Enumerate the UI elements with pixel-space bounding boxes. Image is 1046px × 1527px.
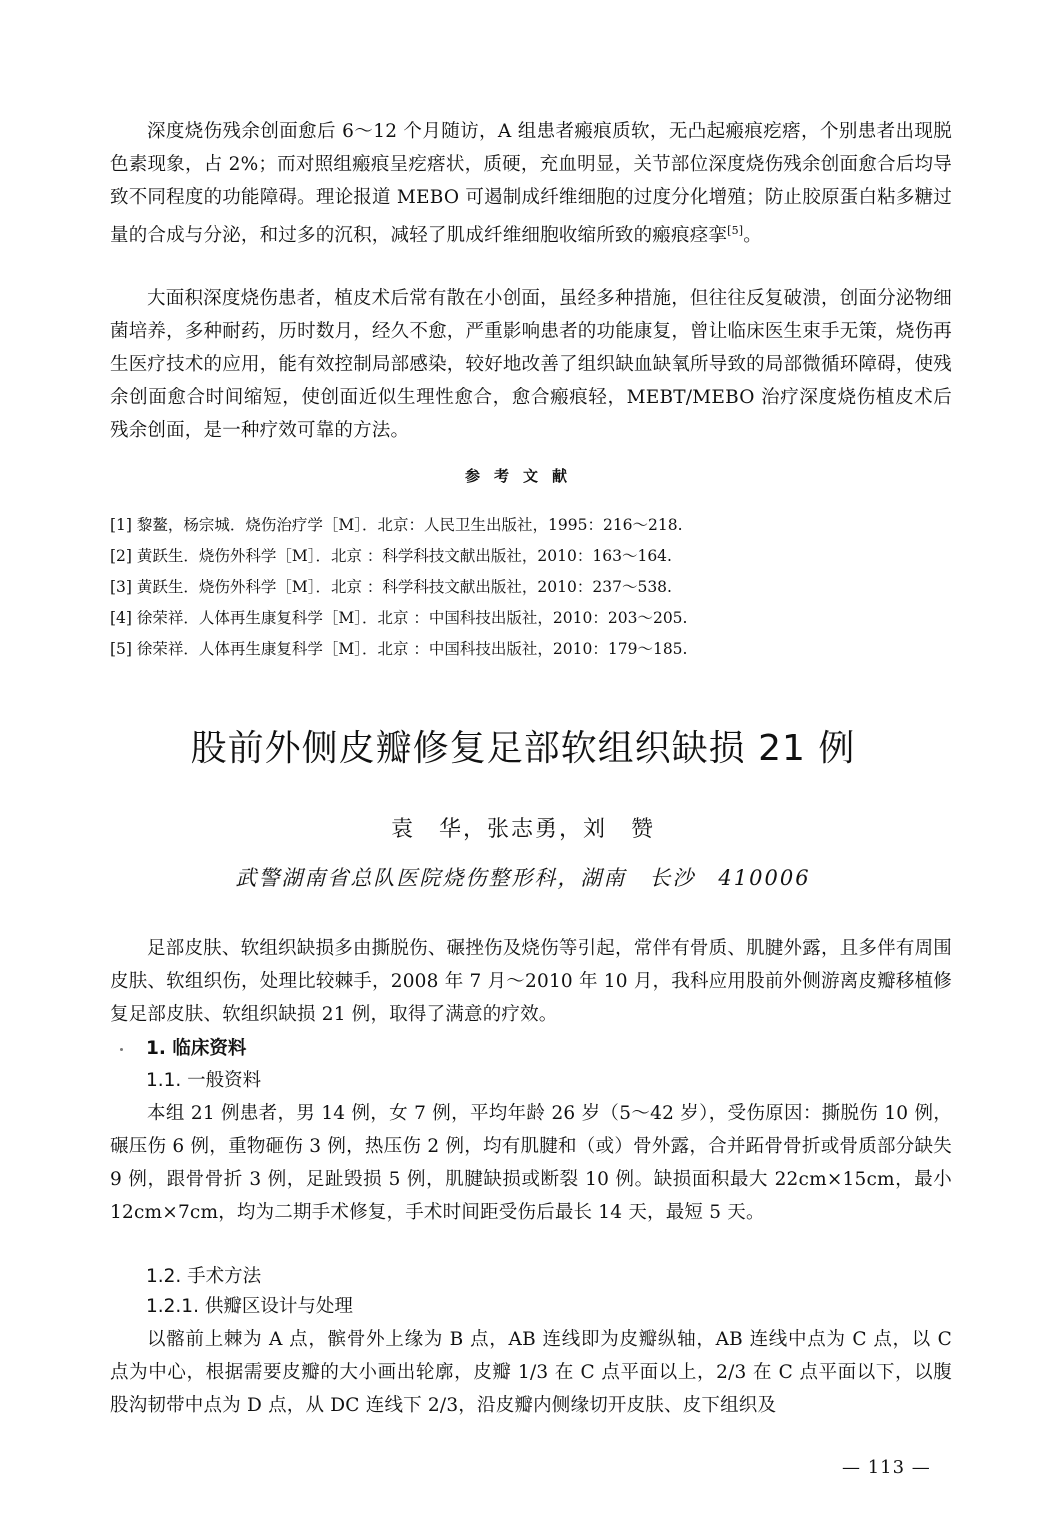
references-heading: 参考文献 — [464, 467, 581, 485]
page-number: — 113 — — [842, 1457, 931, 1478]
reference-item: [4] 徐荣祥．人体再生康复科学［M］．北京 ：中国科技出版社，2010：203～205. — [110, 609, 688, 627]
subsection-heading-general-data: 1.1. 一般资料 — [146, 1070, 262, 1091]
discussion-paragraph-1 — [110, 115, 952, 252]
scan-mark — [120, 1048, 123, 1051]
subsubsection-heading-donor-site: 1.2.1. 供瓣区设计与处理 — [146, 1296, 353, 1317]
article-authors: 袁 华，张志勇，刘 赞 — [390, 817, 655, 842]
article-title: 股前外侧皮瓣修复足部软组织缺损 21 例 — [190, 728, 856, 769]
general-data-paragraph: 本组 21 例患者，男 14 例，女 7 例，平均年龄 26 岁（5～42 岁），受伤原因：撕脱伤 10 例，碾压伤 6 例，重物砸伤 3 例，热压伤 2 例，均有肌腱和（或）骨外露，合并跖骨骨折或骨质部分缺失 9 例，跟骨骨折 3 例，足趾毁损 5 例，肌腱缺损或断裂 10 例。缺损面积最大 22cm×15cm，最小 12cm×7cm，均为二期手术修复，手术时间距受伤后最长 14 天，最短 5 天。 — [110, 1103, 952, 1223]
subsection-heading-surgical-method: 1.2. 手术方法 — [146, 1266, 262, 1287]
citation-marker: [5] — [727, 224, 744, 237]
article-affiliation: 武警湖南省总队医院烧伤整形科，湖南 长沙 410006 — [235, 866, 811, 890]
reference-list — [110, 510, 952, 665]
discussion-paragraph-2: 大面积深度烧伤患者，植皮术后常有散在小创面，虽经多种措施，但往往反复破溃，创面分泌物细菌培养，多种耐药，历时数月，经久不愈，严重影响患者的功能康复，曾让临床医生束手无策，烧伤再生医疗技术的应用，能有效控制局部感染，较好地改善了组织缺血缺氧所导致的局部微循环障碍，使残余创面愈合时间缩短，使创面近似生理性愈合，愈合瘢痕轻，MEBT/MEBO 治疗深度烧伤植皮术后残余创面，是一种疗效可靠的方法。 — [110, 288, 952, 441]
paragraph-text: 深度烧伤残余创面愈后 6～12 个月随访，A 组患者瘢痕质软，无凸起瘢痕疙瘩，个别患者出现脱色素现象，占 2%；而对照组瘢痕呈疙瘩状，质硬，充血明显，关节部位深度烧伤残余创面愈合后均导致不同程度的功能障碍。理论报道 MEBO 可遏制成纤维细胞的过度分化增殖；防止胶原蛋白粘多糖过量的合成与分泌，和过多的沉积，减轻了肌成纤维细胞收缩所致的瘢痕痉挛 — [110, 121, 952, 247]
reference-item: [2] 黄跃生．烧伤外科学［M］．北京 ：科学科技文献出版社，2010：163～164. — [110, 547, 672, 565]
reference-item: [1] 黎鳌，杨宗城．烧伤治疗学［M］．北京：人民卫生出版社，1995：216～218. — [110, 516, 683, 534]
reference-item: [5] 徐荣祥．人体再生康复科学［M］．北京 ：中国科技出版社，2010：179～185. — [110, 640, 688, 658]
method-paragraph: 以髂前上棘为 A 点，髌骨外上缘为 B 点，AB 连线即为皮瓣纵轴，AB 连线中点为 C 点，以 C 点为中心，根据需要皮瓣的大小画出轮廓，皮瓣 1/3 在 C 点平面以上，2/3 在 C 点平面以下，以腹股沟韧带中点为 D 点，从 DC 连线下 2/3，沿皮瓣内侧缘切开皮肤、皮下组织及 — [110, 1329, 952, 1416]
section-heading-clinical-data: 1. 临床资料 — [146, 1038, 247, 1059]
reference-item: [3] 黄跃生．烧伤外科学［M］．北京 ：科学科技文献出版社，2010：237～538. — [110, 578, 672, 596]
paragraph-end: 。 — [743, 225, 762, 247]
intro-paragraph: 足部皮肤、软组织缺损多由撕脱伤、碾挫伤及烧伤等引起，常伴有骨质、肌腱外露，且多伴有周围皮肤、软组织伤，处理比较棘手，2008 年 7 月～2010 年 10 月，我科应用股前外侧游离皮瓣移植修复足部皮肤、软组织缺损 21 例，取得了满意的疗效。 — [110, 938, 952, 1025]
